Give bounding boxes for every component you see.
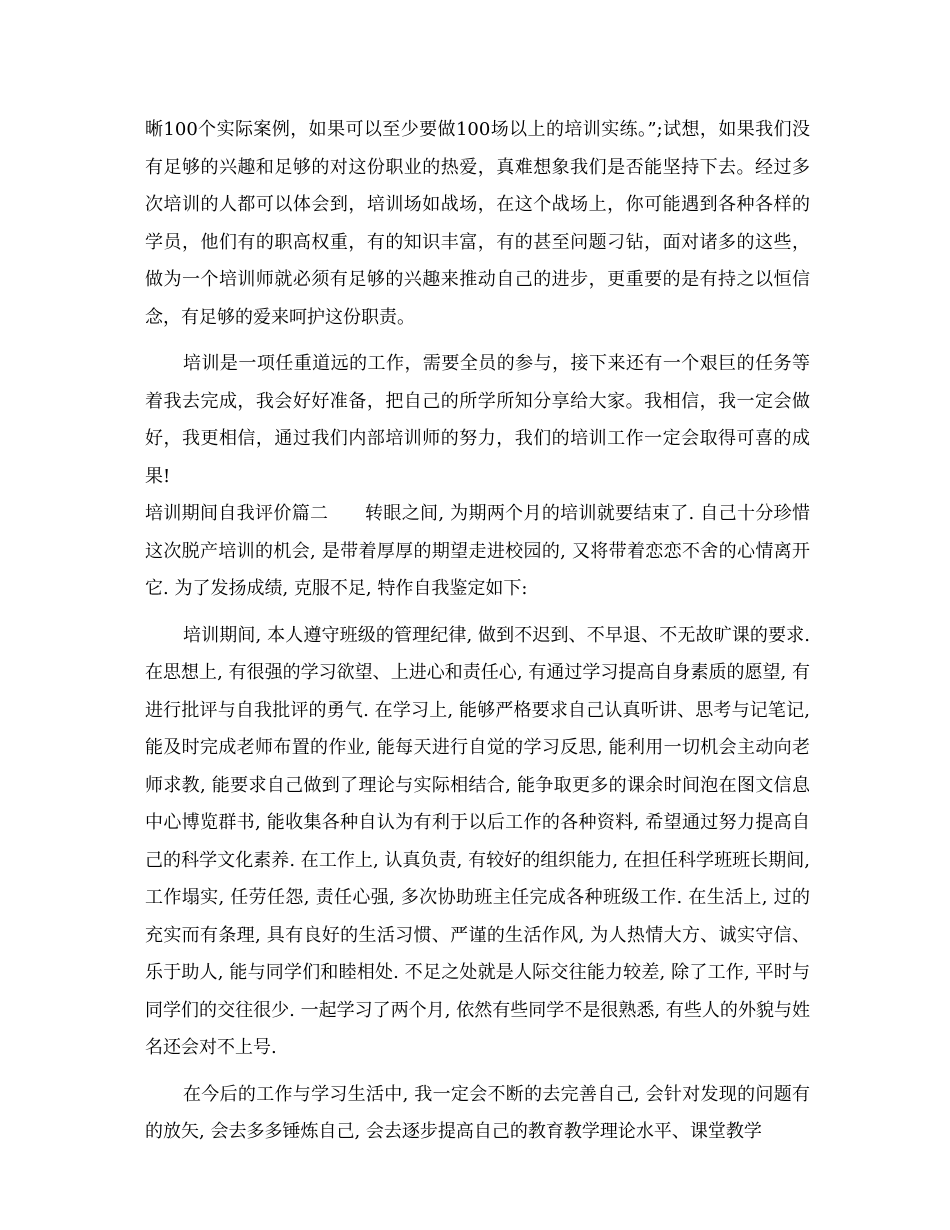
paragraph-4: 培训期间, 本人遵守班级的管理纪律, 做到不迟到、不早退、不无故旷课的要求. 在思想上, 有很强的学习欲望、上进心和责任心, 有通过学习提高自身素质的愿望, 有进行批评与自我批评的勇气. 在学习上, 能够严格要求自己认真听讲、思考与记笔记, 能及时完成老师布置的作业, 能每天进行自觉的学习反思, 能利用一切机会主动向老师求教, 能要求自己做到了理论与实际相结合, 能争取更多的课余时间泡在图文信息中心博览群书, 能收集各种自认为有利于以后工作的各种资料, 希望通过努力提高自己的科学文化素养. 在工作上, 认真负责, 有较好的组织能力, 在担任科学班班长期间, 工作塌实, 任劳任怨, 责任心强, 多次协助班主任完成各种班级工作. 在生活上, 过的充实而有条理, 具有良好的生活习惯、严谨的生活作风, 为人热情大方、诚实守信、乐于助人, 能与同学们和睦相处. 不足之处就是人际交往能力较差, 除了工作, 平时与同学们的交往很少. 一起学习了两个月, 依然有些同学不是很熟悉, 有些人的外貌与姓名还会对不上号. xyxy=(145,624,816,1058)
paragraph-5: 在今后的工作与学习生活中, 我一定会不断的去完善自己, 会针对发现的问题有的放矢, 会去多多锤炼自己, 会去逐步提高自己的教育教学理论水平、课堂教学 xyxy=(145,1083,810,1142)
document-body xyxy=(145,111,816,1151)
paragraph-3-section-heading: 培训期间自我评价篇二 转眼之间, 为期两个月的培训就要结束了. 自己十分珍惜这次脱产培训的机会, 是带着厚厚的期望走进校园的, 又将带着恋恋不舍的心情离开它. 为了发扬成绩, 克服不足, 特作自我鉴定如下: xyxy=(145,503,810,599)
paragraph-2: 培训是一项任重道远的工作，需要全员的参与，接下来还有一个艰巨的任务等着我去完成，我会好好准备，把自己的所学所知分享给大家。我相信，我一定会做好，我更相信，通过我们内部培训师的努力，我们的培训工作一定会取得可喜的成果! xyxy=(145,353,810,487)
paragraph-1: 晰100个实际案例，如果可以至少要做100场以上的培训实练。”;试想，如果我们没有足够的兴趣和足够的对这份职业的热爱，真难想象我们是否能坚持下去。经过多次培训的人都可以体会到，培训场如战场，在这个战场上，你可能遇到各种各样的学员，他们有的职高权重，有的知识丰富，有的甚至问题刁钻，面对诸多的这些，做为一个培训师就必须有足够的兴趣来推动自己的进步，更重要的是有持之以恒信念，有足够的爱来呵护这份职责。 xyxy=(145,119,810,328)
